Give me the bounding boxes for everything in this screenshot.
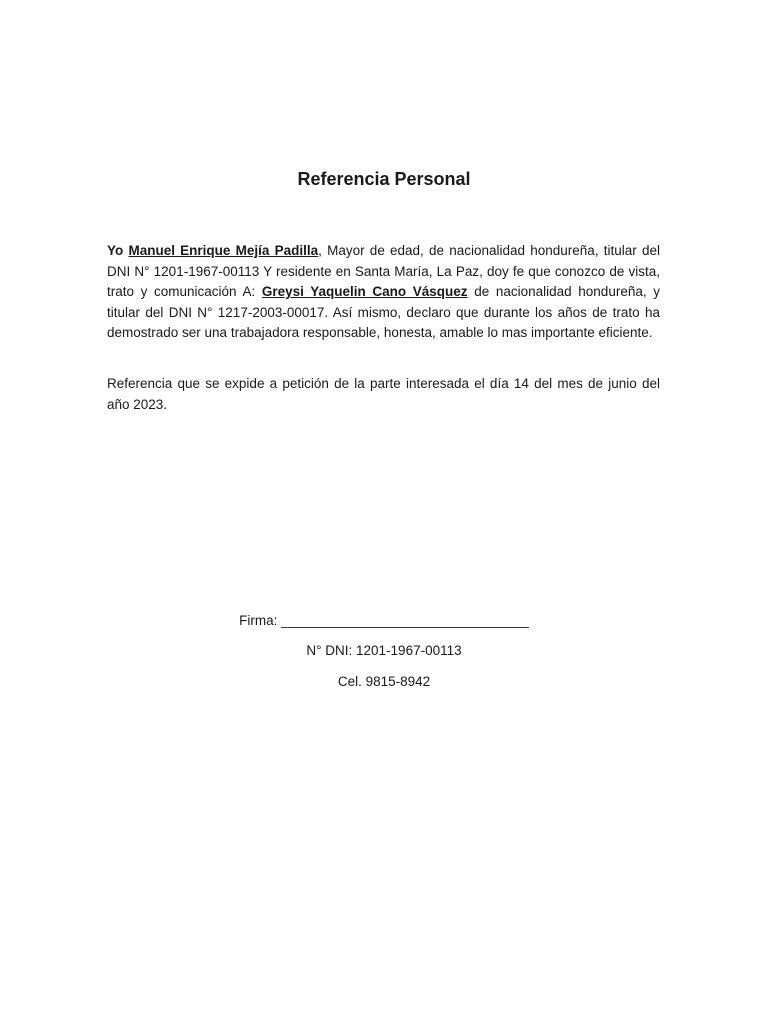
paragraph-issuance [107,374,660,415]
document-title: Referencia Personal [297,169,471,189]
signature-dni: N° DNI: 1201-1967-00113 [306,643,462,658]
declarant-name: Manuel Enrique Mejía Padilla [128,243,319,258]
declaration-text [107,241,660,344]
signature-phone: Cel. 9815-8942 [337,674,431,689]
signature-line: Firma: _________________________________ [239,613,529,628]
referenced-name: Greysi Yaquelin Cano Vásquez [261,284,468,300]
paragraph-declaration [107,241,660,344]
declaration-text-a: , Mayor de edad, de nacionalidad hondureña, titular del DNI N° 1201-1967-00113 Y residente en Santa María, La Paz, doy fe que conozco de vista, trato y comunicación A: [107,243,661,300]
issuance-text: Referencia que se expide a petición de la parte interesada el día 14 del mes de junio del año 2023. [107,376,660,412]
declaration-text-b: de nacionalidad hondureña, y titular del DNI N° 1217-2003-00017. Así mismo, declaro que durante los años de trato ha demostrado ser una trabajadora responsable, honesta, amable lo mas importante eficiente. [107,284,660,341]
yo-label: Yo [107,243,124,258]
